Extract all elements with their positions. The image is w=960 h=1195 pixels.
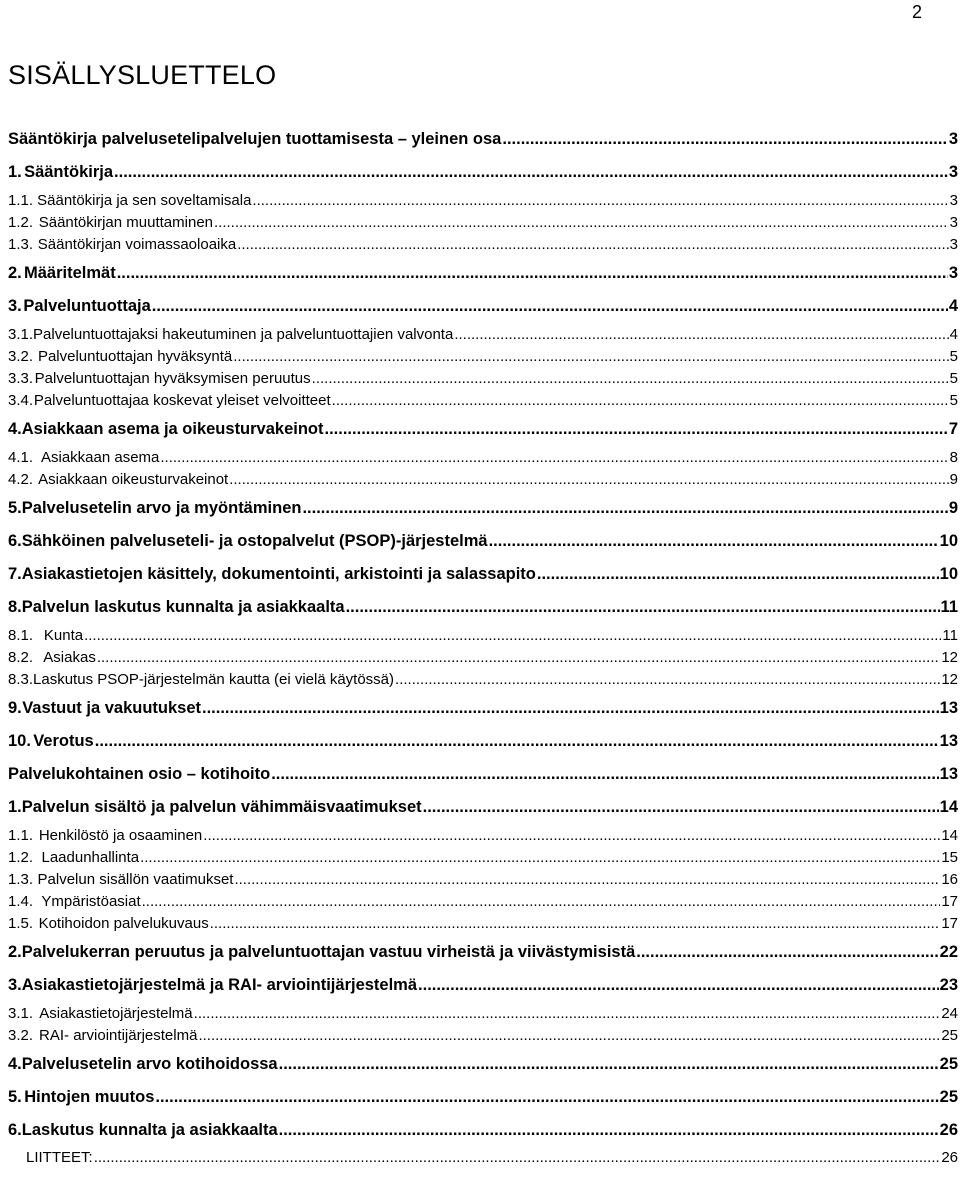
toc-entry-label: Asiakas bbox=[43, 649, 96, 666]
dot-leader bbox=[140, 849, 940, 866]
dot-leader bbox=[312, 370, 949, 387]
dot-leader bbox=[210, 915, 941, 932]
toc-entry-label: Palveluntuottaja bbox=[23, 297, 151, 315]
toc-entry-page: 8 bbox=[949, 449, 958, 466]
toc-entry-label: Sääntökirja ja sen soveltamisala bbox=[37, 192, 252, 209]
toc-entry-page: 11 bbox=[942, 627, 958, 644]
toc-entry-label: Sähköinen palveluseteli- ja ostopalvelut (PSOP)-järjestelmä bbox=[21, 532, 488, 550]
toc-entry-number: 1. bbox=[8, 798, 22, 816]
toc-entry-page: 17 bbox=[941, 915, 958, 932]
toc-entry-page: 7 bbox=[948, 420, 958, 438]
toc-entry-page: 25 bbox=[939, 1088, 958, 1106]
toc-entry-page: 24 bbox=[941, 1005, 958, 1022]
toc-entry[interactable] bbox=[8, 392, 958, 409]
toc-entry-label: Vastuut ja vakuutukset bbox=[22, 699, 201, 717]
toc-entry-label: Palveluntuottajaa koskevat yleiset velvoitteet bbox=[33, 392, 331, 409]
toc-entry[interactable] bbox=[8, 420, 958, 439]
toc-entry-page: 12 bbox=[941, 649, 958, 666]
toc-entry-number: 1.1. bbox=[8, 827, 34, 844]
dot-leader bbox=[237, 236, 948, 253]
toc-entry[interactable] bbox=[8, 915, 958, 932]
toc-entry-label: Ympäristöasiat bbox=[41, 893, 141, 910]
toc-entry-page: 16 bbox=[941, 871, 958, 888]
toc-entry-label: Palveluntuottajaksi hakeutuminen ja palveluntuottajien valvonta bbox=[33, 326, 454, 343]
dot-leader bbox=[117, 264, 948, 283]
toc-entry-page: 3 bbox=[949, 236, 958, 253]
toc-entry-label: Kotihoidon palvelukuvaus bbox=[38, 915, 209, 932]
dot-leader bbox=[537, 565, 939, 584]
toc-entry[interactable] bbox=[8, 449, 958, 466]
toc-entry-label: Asiakkaan oikeusturvakeinot bbox=[38, 471, 229, 488]
toc-entry-number: 3. bbox=[8, 297, 22, 315]
toc-entry-label: Kunta bbox=[43, 627, 84, 644]
toc-entry-number: 1.3. bbox=[8, 236, 34, 253]
toc-entry[interactable] bbox=[8, 871, 958, 888]
toc-entry[interactable] bbox=[8, 893, 958, 910]
toc-entry-page: 26 bbox=[939, 1121, 958, 1139]
dot-leader bbox=[636, 943, 938, 962]
dot-leader bbox=[198, 1027, 940, 1044]
toc-entry-page: 9 bbox=[949, 471, 958, 488]
toc-entry-number: 10. bbox=[8, 732, 31, 750]
toc-entry-page: 22 bbox=[939, 943, 958, 961]
toc-entry-label: Laskutus PSOP-järjestelmän kautta (ei vielä käytössä) bbox=[33, 671, 395, 688]
toc-entry-number: 3.2. bbox=[8, 348, 34, 365]
toc-entry[interactable] bbox=[8, 297, 958, 316]
dot-leader bbox=[418, 976, 939, 995]
dot-leader bbox=[271, 765, 938, 784]
toc-entry-number: 5. bbox=[8, 1088, 22, 1106]
toc-entry-number: 8. bbox=[8, 598, 22, 616]
toc-entry[interactable] bbox=[8, 1149, 958, 1166]
toc-entry-page: 14 bbox=[939, 798, 958, 816]
dot-leader bbox=[114, 163, 948, 182]
toc-entry-number: 1.4. bbox=[8, 893, 34, 910]
toc-entry-number: 1.2. bbox=[8, 214, 34, 231]
toc-entry-number: 4.1. bbox=[8, 449, 34, 466]
toc-entry-number: 8.1. bbox=[8, 627, 34, 644]
toc-entry-page: 26 bbox=[941, 1149, 958, 1166]
dot-leader bbox=[194, 1005, 941, 1022]
toc-entry[interactable] bbox=[8, 192, 958, 209]
toc-entry-page: 11 bbox=[940, 598, 958, 616]
toc-entry-number: 3.3. bbox=[8, 370, 34, 387]
toc-entry-number: 2. bbox=[8, 943, 22, 961]
toc-entry-number: 8.3. bbox=[8, 671, 34, 688]
toc-entry[interactable] bbox=[8, 326, 958, 343]
dot-leader bbox=[325, 420, 948, 439]
toc-entry-label: Asiakastietojen käsittely, dokumentointi, arkistointi ja salassapito bbox=[21, 565, 536, 583]
toc-entry-label: Sääntökirjan voimassaoloaika bbox=[37, 236, 237, 253]
toc-entry-label: Palvelusetelin arvo ja myöntäminen bbox=[21, 499, 302, 517]
toc-entry-label: Palvelukerran peruutus ja palveluntuottajan vastuu virheistä ja viivästymisistä bbox=[21, 943, 636, 961]
toc-entry[interactable] bbox=[8, 532, 958, 551]
toc-entry-page: 9 bbox=[948, 499, 958, 517]
toc-entry-number: 1.5. bbox=[8, 915, 34, 932]
toc-entry-page: 12 bbox=[941, 671, 958, 688]
dot-leader bbox=[84, 627, 941, 644]
page-number: 2 bbox=[911, 2, 922, 22]
dot-leader bbox=[423, 798, 939, 817]
dot-leader bbox=[302, 499, 947, 518]
toc-entry[interactable] bbox=[8, 827, 958, 844]
toc-entry[interactable] bbox=[8, 649, 958, 666]
toc-entry-page: 5 bbox=[949, 370, 958, 387]
dot-leader bbox=[332, 392, 949, 409]
toc-entry[interactable] bbox=[8, 627, 958, 644]
toc-entry[interactable] bbox=[8, 699, 958, 718]
toc-entry-page: 3 bbox=[949, 214, 958, 231]
toc-entry-label: Sääntökirja palvelusetelipalvelujen tuottamisesta – yleinen osa bbox=[8, 130, 502, 148]
toc-entry-label: Sääntökirjan muuttaminen bbox=[38, 214, 213, 231]
toc-entry-page: 5 bbox=[949, 392, 958, 409]
toc-entry-label: Asiakkaan asema ja oikeusturvakeinot bbox=[21, 420, 324, 438]
toc-entry-label: Palvelun laskutus kunnalta ja asiakkaalta bbox=[21, 598, 345, 616]
toc-entry-page: 25 bbox=[939, 1055, 958, 1073]
toc-entry-number: 3.1. bbox=[8, 326, 34, 343]
toc-entry-label: LIITTEET: bbox=[26, 1149, 93, 1166]
toc-entry-label: Laskutus kunnalta ja asiakkaalta bbox=[21, 1121, 278, 1139]
toc-entry-number: 4. bbox=[8, 420, 22, 438]
toc-entry-label: Asiakastietojärjestelmä ja RAI- arviointijärjestelmä bbox=[21, 976, 418, 994]
toc-entry-label: Laadunhallinta bbox=[41, 849, 140, 866]
dot-leader bbox=[279, 1055, 939, 1074]
dot-leader bbox=[346, 598, 940, 617]
toc-entry[interactable] bbox=[8, 163, 958, 182]
toc-entry-page: 13 bbox=[939, 765, 958, 783]
toc-entry-label: Palvelusetelin arvo kotihoidossa bbox=[21, 1055, 278, 1073]
dot-leader bbox=[454, 326, 948, 343]
toc-entry[interactable] bbox=[8, 236, 958, 253]
dot-leader bbox=[279, 1121, 939, 1140]
toc-entry-number: 1.1. bbox=[8, 192, 34, 209]
dot-leader bbox=[160, 449, 948, 466]
toc-entry[interactable] bbox=[8, 1121, 958, 1140]
toc-entry-page: 14 bbox=[941, 827, 958, 844]
dot-leader bbox=[94, 1149, 941, 1166]
toc-entry-page: 3 bbox=[948, 130, 958, 148]
toc-entry-label: Palveluntuottajan hyväksyntä bbox=[37, 348, 233, 365]
toc-entry-label: Asiakkaan asema bbox=[40, 449, 160, 466]
toc-entry-number: 5. bbox=[8, 499, 22, 517]
toc-entry-page: 23 bbox=[939, 976, 958, 994]
toc-entry-label: Määritelmät bbox=[24, 264, 116, 282]
toc-entry-number: 7. bbox=[8, 565, 22, 583]
toc-entry-page: 17 bbox=[941, 893, 958, 910]
toc-entry[interactable] bbox=[8, 798, 958, 817]
toc-entry-label: RAI- arviointijärjestelmä bbox=[39, 1027, 198, 1044]
dot-leader bbox=[142, 893, 941, 910]
dot-leader bbox=[233, 348, 948, 365]
toc-entry-label: Asiakastietojärjestelmä bbox=[39, 1005, 193, 1022]
toc-entry-number: 4.2. bbox=[8, 471, 34, 488]
toc-entry[interactable] bbox=[8, 598, 958, 617]
toc-entry[interactable] bbox=[8, 765, 958, 784]
toc-entry-page: 13 bbox=[939, 699, 958, 717]
toc-entry[interactable] bbox=[8, 214, 958, 231]
toc-entry-number: 6. bbox=[8, 1121, 22, 1139]
toc-entry-page: 3 bbox=[949, 192, 958, 209]
toc-entry-number: 4. bbox=[8, 1055, 22, 1073]
toc-entry-page: 3 bbox=[948, 163, 958, 181]
toc-entry-page: 5 bbox=[949, 348, 958, 365]
toc-entry-number: 6. bbox=[8, 532, 22, 550]
toc-entry-page: 3 bbox=[948, 264, 958, 282]
toc-entry[interactable] bbox=[8, 565, 958, 584]
toc-entry[interactable] bbox=[8, 348, 958, 365]
toc-entry-number: 3.2. bbox=[8, 1027, 34, 1044]
toc-entry-page: 10 bbox=[939, 565, 958, 583]
toc-entry[interactable] bbox=[8, 471, 958, 488]
toc-entry-number: 3.1. bbox=[8, 1005, 34, 1022]
toc-title: SISÄLLYSLUETTELO bbox=[8, 60, 277, 90]
toc-entry[interactable] bbox=[8, 732, 958, 751]
dot-leader bbox=[252, 192, 948, 209]
toc-entry[interactable] bbox=[8, 1005, 958, 1022]
dot-leader bbox=[489, 532, 939, 551]
toc-entry[interactable] bbox=[8, 976, 958, 995]
dot-leader bbox=[395, 671, 940, 688]
toc-entry-label: Palvelukohtainen osio – kotihoito bbox=[8, 765, 271, 783]
toc-entry-number: 1.3. bbox=[8, 871, 34, 888]
toc-entry-label: Palveluntuottajan hyväksymisen peruutus bbox=[34, 370, 311, 387]
dot-leader bbox=[229, 471, 948, 488]
toc-entry-number: 1. bbox=[8, 163, 22, 181]
toc-entry[interactable] bbox=[8, 370, 958, 387]
toc-entry-number: 9. bbox=[8, 699, 22, 717]
toc-entry-page: 25 bbox=[941, 1027, 958, 1044]
toc-entry[interactable] bbox=[8, 1088, 958, 1107]
dot-leader bbox=[214, 214, 949, 231]
toc-entry[interactable] bbox=[8, 849, 958, 866]
toc-entry-page: 15 bbox=[941, 849, 958, 866]
toc-entry-number: 2. bbox=[8, 264, 22, 282]
toc-entry-label: Palvelun sisältö ja palvelun vähimmäisvaatimukset bbox=[21, 798, 422, 816]
toc-entry[interactable] bbox=[8, 264, 958, 283]
toc-entry[interactable] bbox=[8, 671, 958, 688]
toc-entry-label: Palvelun sisällön vaatimukset bbox=[37, 871, 234, 888]
toc-entry-number: 8.2. bbox=[8, 649, 34, 666]
dot-leader bbox=[502, 130, 947, 149]
dot-leader bbox=[155, 1088, 938, 1107]
toc-entry-page: 10 bbox=[939, 532, 958, 550]
toc-entry-page: 4 bbox=[949, 326, 958, 343]
toc-entry-label: Verotus bbox=[33, 732, 94, 750]
toc-entry-page: 4 bbox=[948, 297, 958, 315]
toc-entry-number: 3.4. bbox=[8, 392, 34, 409]
toc-entry[interactable] bbox=[8, 943, 958, 962]
dot-leader bbox=[95, 732, 939, 751]
dot-leader bbox=[97, 649, 940, 666]
toc-entry-label: Sääntökirja bbox=[24, 163, 114, 181]
toc-entry[interactable] bbox=[8, 1055, 958, 1074]
toc-entry-number: 3. bbox=[8, 976, 22, 994]
toc-entry[interactable] bbox=[8, 1027, 958, 1044]
toc-entry-label: Henkilöstö ja osaaminen bbox=[38, 827, 203, 844]
dot-leader bbox=[234, 871, 940, 888]
dot-leader bbox=[203, 827, 940, 844]
dot-leader bbox=[202, 699, 939, 718]
toc-entry[interactable] bbox=[8, 130, 958, 149]
toc-entry-number: 1.2. bbox=[8, 849, 34, 866]
toc-entry-label: Hintojen muutos bbox=[24, 1088, 155, 1106]
toc-entry-page: 13 bbox=[939, 732, 958, 750]
toc-entry[interactable] bbox=[8, 499, 958, 518]
dot-leader bbox=[152, 297, 948, 316]
